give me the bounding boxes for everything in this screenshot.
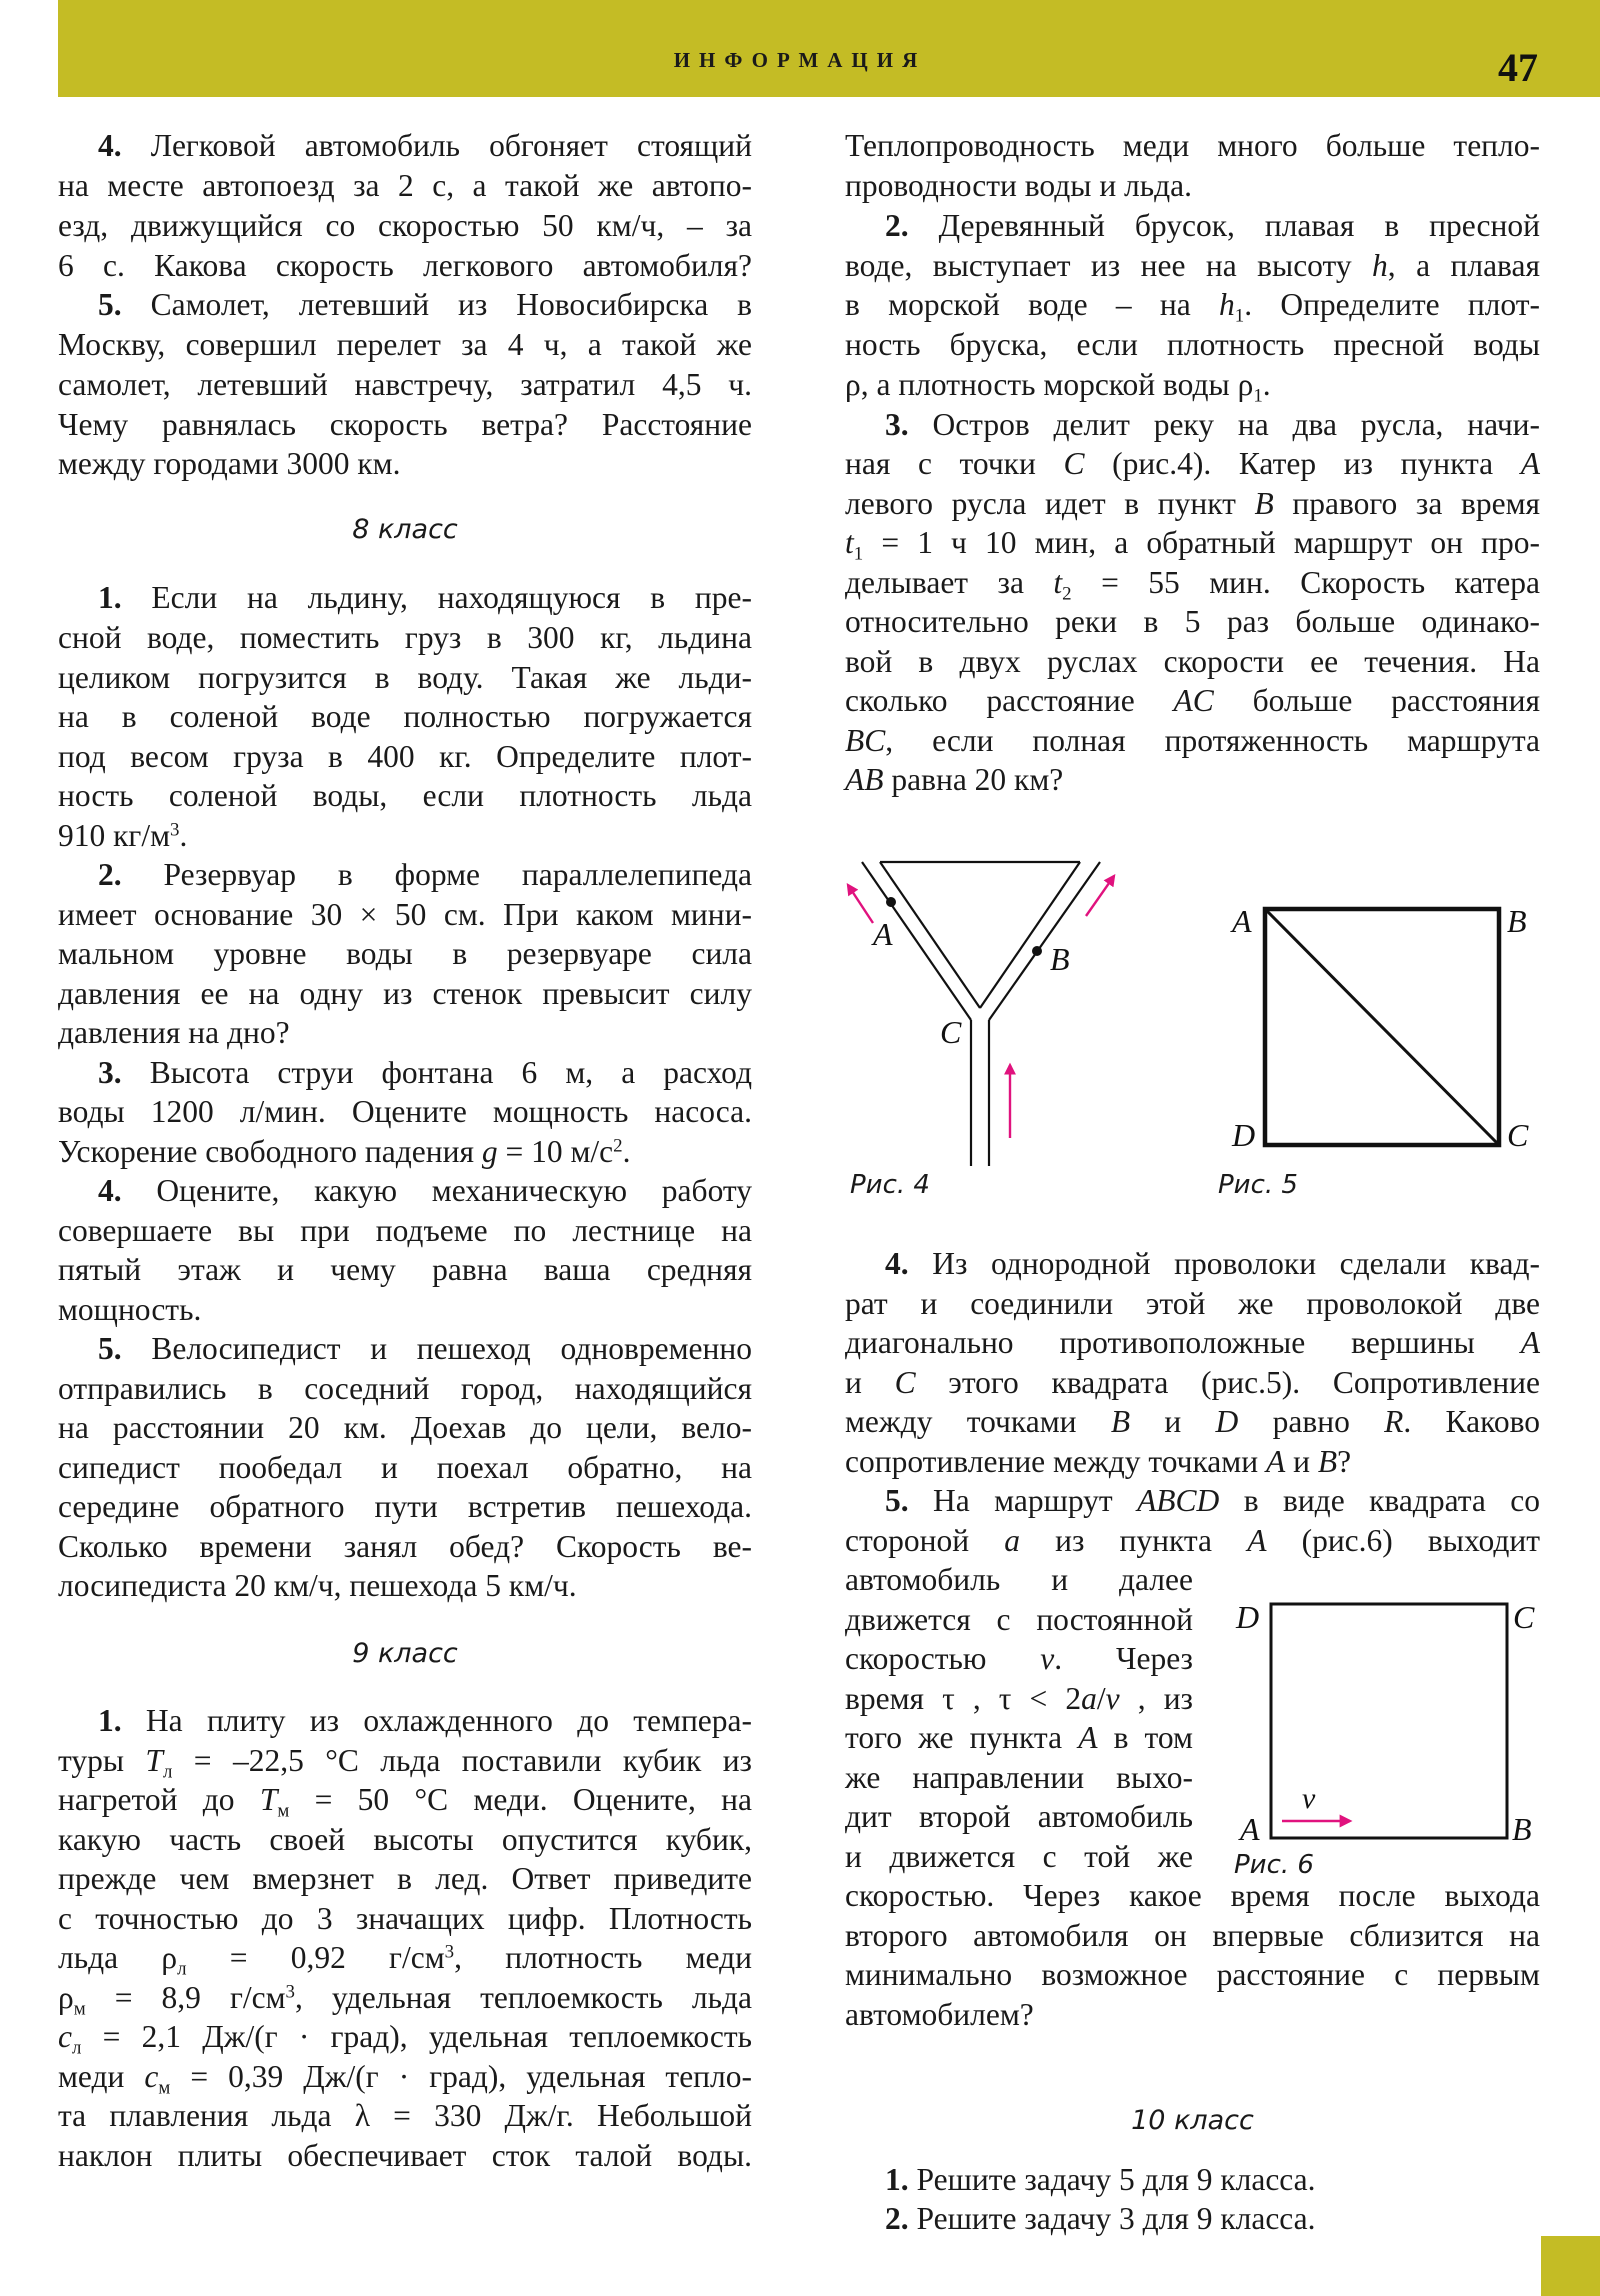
footer-color-tab [1541, 2236, 1600, 2296]
problem-number: 3. [885, 407, 909, 442]
problem-number: 1. [98, 580, 122, 615]
section-heading-8: 8 класс [352, 514, 458, 545]
figure-5-square-diagram [1220, 890, 1540, 1170]
problem-number: 2. [885, 2201, 909, 2236]
figure-6-route-diagram [1210, 1590, 1550, 1860]
diagonal-ac [1265, 909, 1499, 1145]
right-channel-outer [989, 862, 1100, 1020]
left-channel-inner [880, 862, 980, 1008]
point-a-marker [886, 897, 896, 907]
problem-number: 5. [98, 287, 122, 322]
label-b: B [1507, 903, 1527, 939]
point-b-marker [1032, 946, 1042, 956]
label-a: A [873, 916, 893, 952]
label-d: D [1232, 1117, 1256, 1153]
label-c: C [940, 1014, 962, 1050]
problem-number: 2. [885, 208, 909, 243]
figure-4-river-diagram [830, 850, 1150, 1170]
problem-number: 1. [885, 2162, 909, 2197]
problem-number: 5. [98, 1331, 122, 1366]
figure-6-caption: Рис. 6 [1234, 1850, 1314, 1880]
problem-number: 4. [98, 128, 122, 163]
label-a: A [1240, 1811, 1260, 1847]
label-a: A [1232, 903, 1252, 939]
problem-number: 1. [98, 1703, 122, 1738]
label-b: B [1512, 1811, 1532, 1847]
figure-5-caption: Рис. 5 [1218, 1170, 1298, 1200]
label-d: D [1236, 1599, 1260, 1635]
figure-4-caption: Рис. 4 [850, 1170, 930, 1200]
label-c: C [1513, 1599, 1535, 1635]
label-c: C [1507, 1117, 1529, 1153]
section-heading-9: 9 класс [352, 1638, 458, 1669]
section-heading-10: 10 класс [1131, 2105, 1254, 2136]
flow-arrow-left [848, 885, 873, 923]
problem-number: 3. [98, 1055, 122, 1090]
right-channel-inner [980, 862, 1080, 1008]
label-b: B [1050, 941, 1070, 977]
problem-number: 4. [98, 1173, 122, 1208]
problem-number: 5. [885, 1483, 909, 1518]
problem-number: 4. [885, 1246, 909, 1281]
page-number: 47 [1498, 45, 1538, 90]
flow-arrow-right [1086, 876, 1114, 916]
section-title: ИНФОРМАЦИЯ [673, 48, 927, 72]
problem-number: 2. [98, 857, 122, 892]
label-v: v [1302, 1782, 1316, 1815]
